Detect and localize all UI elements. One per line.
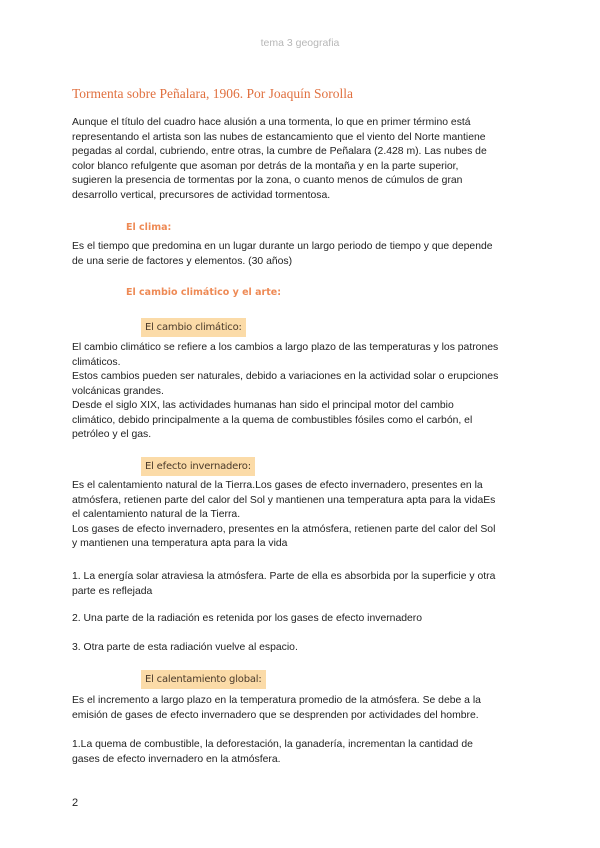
global-item-line: gases de efecto invernadero en la atmósfera. xyxy=(72,753,281,765)
intro-line: color blanco refulgente que asoman por detrás de la montaña y en la parte superior, xyxy=(72,160,459,172)
intro-line: pegadas al cordal, cubriendo, entre otras, la cumbre de Peñalara (2.428 m). Las nubes de xyxy=(72,146,487,157)
intro-line: sugieren la presencia de tormentas por la zona, o cuanto menos de cúmulos de gran xyxy=(72,175,463,186)
global-line: emisión de gases de efecto invernadero que se desprenden por actividades del hombre. xyxy=(72,709,479,721)
cambio-paragraph xyxy=(72,341,528,443)
cambio-line: climático, debido principalmente a la quema de combustibles fósiles como el carbón, el xyxy=(72,414,473,426)
step-line: 2. Una parte de la radiación es retenida por los gases de efecto invernadero xyxy=(72,613,423,624)
cambio-line: Desde el siglo XIX, las actividades humanas han sido el principal motor del cambio xyxy=(72,400,454,411)
efecto-step-1 xyxy=(72,570,528,599)
global-heading: El calentamiento global: xyxy=(141,670,266,689)
efecto-heading: El efecto invernadero: xyxy=(141,457,255,476)
global-item xyxy=(72,738,528,767)
efecto-line: y mantienen una temperatura apta para la vida xyxy=(72,538,288,549)
intro-line: representando el artista son las nubes de estancamiento que el viento del Norte mantiene xyxy=(72,131,486,143)
intro-line: Aunque el título del cuadro hace alusión a una tormenta, lo que en primer término está xyxy=(72,117,471,128)
efecto-step-3 xyxy=(72,641,528,656)
efecto-line: atmósfera, retienen parte del calor del Sol y mantienen una temperatura apta para la vidaEs xyxy=(72,494,496,506)
global-item-line: 1.La quema de combustible, la deforestación, la ganadería, incrementan la cantidad de xyxy=(72,739,473,750)
page-number: 2 xyxy=(72,797,79,809)
efecto-paragraph xyxy=(72,479,528,552)
intro-line: desarrollo vertical, precursores de actividad tormentosa. xyxy=(72,189,331,201)
step-line: 3. Otra parte de esta radiación vuelve al espacio. xyxy=(72,642,298,653)
intro-paragraph xyxy=(72,116,528,203)
clima-line: Es el tiempo que predomina en un lugar durante un largo periodo de tiempo y que depende xyxy=(72,241,493,252)
step-line: parte es reflejada xyxy=(72,585,153,597)
efecto-line: Es el calentamiento natural de la Tierra.Los gases de efecto invernadero, presentes en la xyxy=(72,480,483,491)
cambio-line: El cambio climático se refiere a los cambios a largo plazo de las temperaturas y los patrones xyxy=(72,342,499,353)
efecto-line: Los gases de efecto invernadero, presentes en la atmósfera, retienen parte del calor del Sol xyxy=(72,523,496,535)
cambio-heading: El cambio climático: xyxy=(141,318,246,337)
cambio-line: Estos cambios pueden ser naturales, debido a variaciones en la actividad solar o erupciones xyxy=(72,371,499,382)
efecto-line: el calentamiento natural de la Tierra. xyxy=(72,509,241,520)
step-line: 1. La energía solar atraviesa la atmósfera. Parte de ella es absorbida por la superficie y otra xyxy=(72,571,496,582)
clima-line: de una serie de factores y elementos. (30 años) xyxy=(72,255,293,267)
global-line: Es el incremento a largo plazo en la temperatura promedio de la atmósfera. Se debe a la xyxy=(72,695,481,706)
cambio-line: climáticos. xyxy=(72,356,121,368)
clima-heading: El clima: xyxy=(126,222,172,233)
page-header: tema 3 geografia xyxy=(260,37,340,49)
global-paragraph xyxy=(72,694,528,723)
clima-paragraph xyxy=(72,240,528,269)
efecto-step-2 xyxy=(72,612,528,627)
document-title: Tormenta sobre Peñalara, 1906. Por Joaquín Sorolla xyxy=(72,86,353,101)
cambio-arte-heading: El cambio climático y el arte: xyxy=(126,287,281,298)
cambio-line: petróleo y el gas. xyxy=(72,429,152,440)
cambio-line: volcánicas grandes. xyxy=(72,385,164,397)
